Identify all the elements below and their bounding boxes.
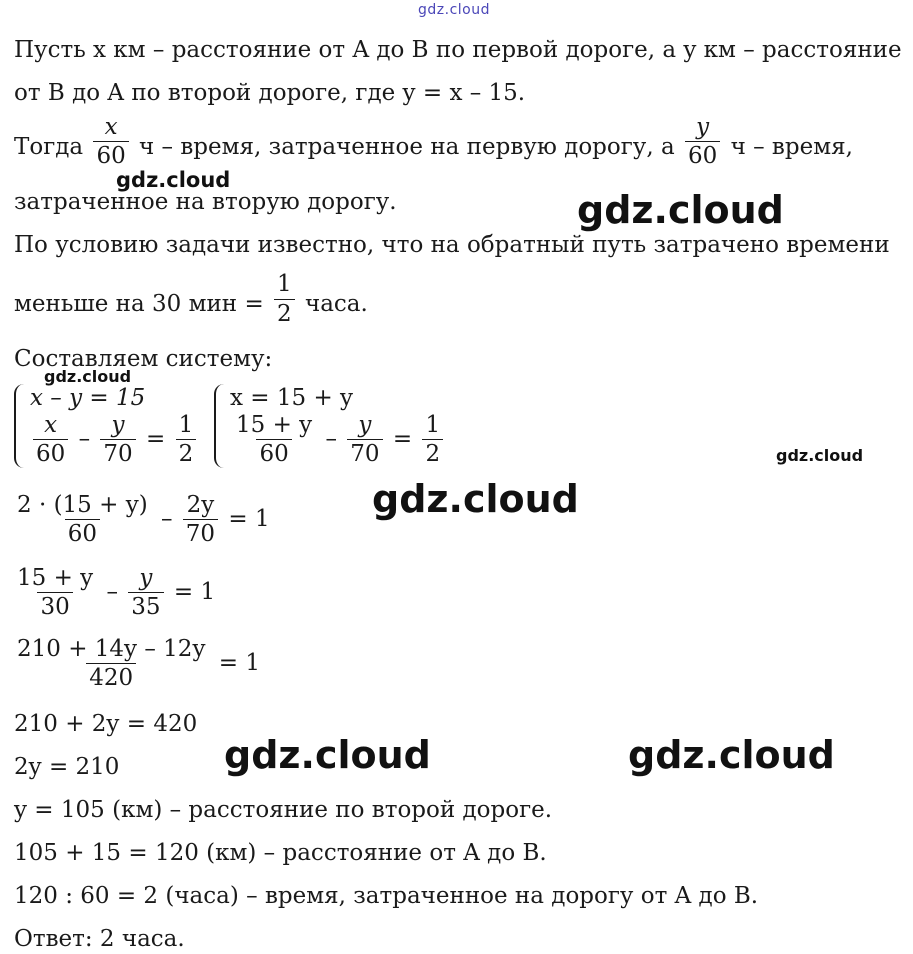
text-line: затраченное на вторую дорогу. xyxy=(14,189,397,215)
equation-step-1: $\frac{2 \cdot (15 + y)}{60}$ – $\frac{2y}{70}$ = 1 xyxy=(17,492,270,548)
equation-step-4: 210 + 2y = 420 xyxy=(14,711,198,737)
text-line: Составляем систему: xyxy=(14,346,273,372)
text-line-fractions xyxy=(14,114,853,176)
text: Тогда xyxy=(14,133,84,160)
watermark-top: gdz.cloud xyxy=(418,2,490,18)
equation-step-7: 105 + 15 = 120 (км) – расстояние от A до B. xyxy=(14,840,547,866)
brace xyxy=(14,384,27,468)
watermark: gdz.cloud xyxy=(372,477,579,521)
answer: Ответ: 2 часа. xyxy=(14,926,185,952)
equation-step-6: y = 105 (км) – расстояние по второй дороге. xyxy=(14,797,553,823)
equation-step-2: $\frac{15 + y}{30}$ – $\frac{y}{35}$ = 1 xyxy=(17,565,216,621)
equation-step-8: 120 : 60 = 2 (часа) – время, затраченное на дорогу от A до B. xyxy=(14,883,759,909)
equation-step-3: $\frac{210 + 14y - 12y}{420}$ = 1 xyxy=(17,636,260,692)
watermark: gdz.cloud xyxy=(577,188,784,232)
watermark: gdz.cloud xyxy=(776,446,864,465)
text: меньше на 30 мин = xyxy=(14,291,264,317)
text: ч – время, затраченное на первую дорогу, а xyxy=(139,133,675,160)
watermark: gdz.cloud xyxy=(224,733,431,777)
text-line: По условию задачи известно, что на обратный путь затрачено времени xyxy=(14,232,890,258)
text-line: от B до A по второй дороге, где y = x – 15. xyxy=(14,80,526,106)
text-line-fraction xyxy=(14,271,368,333)
system-equation: $\frac{x}{60}$ – $\frac{y}{70}$ = $\frac{1}{2}$ xyxy=(30,412,199,468)
watermark: gdz.cloud xyxy=(628,733,835,777)
equation-step-5: 2y = 210 xyxy=(14,754,120,780)
text: ч – время, xyxy=(730,133,853,160)
system-equation: $\frac{15 + y}{60}$ – $\frac{y}{70}$ = $\frac{1}{2}$ xyxy=(230,412,446,468)
watermark: gdz.cloud xyxy=(44,367,132,386)
fraction-x-over-60: $\frac{x}{60}$ xyxy=(93,114,128,170)
system-equation: x = 15 + y xyxy=(230,385,354,411)
text-line: Пусть x км – расстояние от A до B по первой дороге, а y км – расстояние xyxy=(14,37,902,63)
fraction-y-over-60: $\frac{y}{60}$ xyxy=(685,114,720,170)
brace xyxy=(214,384,227,468)
equation-system-1 xyxy=(14,384,199,468)
equation-system-2 xyxy=(214,384,446,468)
system-equation: x – y = 15 xyxy=(30,385,146,411)
watermark: gdz.cloud xyxy=(116,168,231,192)
fraction-one-half: $\frac{1}{2}$ xyxy=(274,271,295,327)
text: часа. xyxy=(305,291,368,317)
